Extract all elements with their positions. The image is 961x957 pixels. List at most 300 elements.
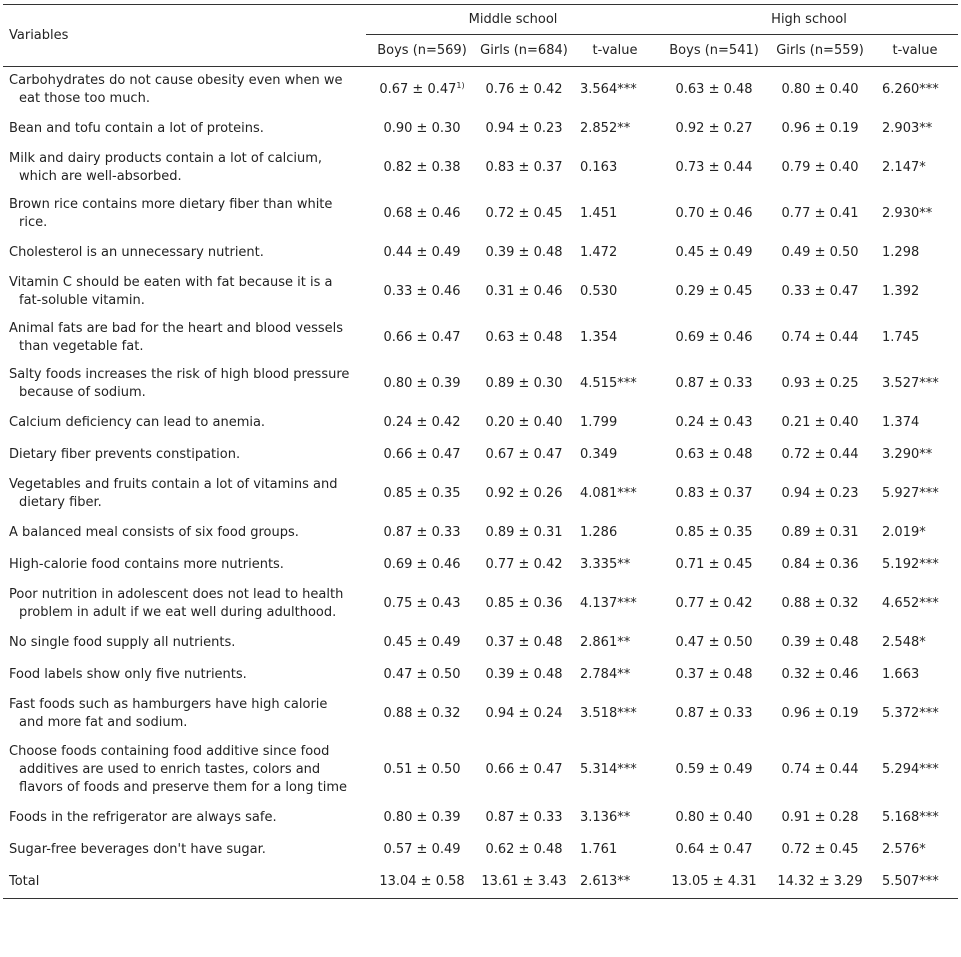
t-value-cell (872, 549, 958, 581)
mean-sd-cell (660, 237, 768, 269)
mean-sd-cell (366, 659, 478, 691)
cell-value: 0.77 ± 0.42 (485, 557, 563, 572)
mean-sd-cell (768, 67, 872, 114)
cell-value: 0.39 ± 0.48 (485, 667, 563, 682)
cell-value: 0.47 ± 0.50 (383, 667, 461, 682)
row-label (3, 834, 366, 866)
row-label (3, 737, 366, 802)
t-value-cell (570, 581, 660, 627)
cell-value: 0.69 ± 0.46 (383, 557, 461, 572)
cell-value: 2.861** (580, 635, 631, 650)
table-row (3, 315, 958, 361)
mean-sd-cell (660, 834, 768, 866)
mean-sd-cell (768, 145, 872, 191)
mean-sd-cell (478, 802, 570, 834)
mean-sd-cell (478, 581, 570, 627)
cell-value: 0.80 ± 0.39 (383, 810, 461, 825)
row-label-line: because of sodium. (19, 385, 146, 400)
cell-value: 0.71 ± 0.45 (675, 557, 753, 572)
cell-value: 2.576* (882, 842, 926, 857)
mean-sd-cell (366, 517, 478, 549)
t-value-cell (872, 737, 958, 802)
mean-sd-cell (660, 439, 768, 471)
mean-sd-cell (366, 113, 478, 145)
cell-value: 0.84 ± 0.36 (781, 557, 859, 572)
row-label (3, 517, 366, 549)
cell-value: 4.081*** (580, 486, 637, 501)
row-label (3, 691, 366, 737)
row-label (3, 866, 366, 899)
mean-sd-cell (768, 407, 872, 439)
mean-sd-cell (768, 737, 872, 802)
table-row (3, 581, 958, 627)
mean-sd-cell (660, 549, 768, 581)
mean-sd-cell (660, 659, 768, 691)
mean-sd-cell (478, 191, 570, 237)
mean-sd-cell (366, 407, 478, 439)
mean-sd-cell (768, 517, 872, 549)
row-label (3, 471, 366, 517)
row-label (3, 627, 366, 659)
cell-value: 0.57 ± 0.49 (383, 842, 461, 857)
cell-value: 0.59 ± 0.49 (675, 761, 753, 777)
t-value-cell (872, 581, 958, 627)
mean-sd-cell (366, 439, 478, 471)
cell-value: 3.136** (580, 810, 631, 825)
mean-sd-cell (768, 802, 872, 834)
mean-sd-cell (660, 471, 768, 517)
mean-sd-cell (366, 802, 478, 834)
t-value-cell (570, 315, 660, 361)
mean-sd-cell (366, 269, 478, 315)
cell-value: 0.90 ± 0.30 (383, 121, 461, 136)
table-row (3, 549, 958, 581)
row-label-line: dietary fiber. (19, 495, 102, 510)
cell-value: 5.314*** (580, 761, 637, 777)
mean-sd-cell (660, 269, 768, 315)
cell-value: 0.49 ± 0.50 (781, 245, 859, 260)
cell-value: 0.72 ± 0.44 (781, 447, 859, 462)
mean-sd-cell (478, 866, 570, 899)
row-label-line: than vegetable fat. (19, 339, 144, 354)
table-row (3, 627, 958, 659)
row-label-line: Carbohydrates do not cause obesity even when we (9, 73, 343, 88)
cell-value: 0.74 ± 0.44 (781, 761, 859, 777)
t-value-cell (872, 145, 958, 191)
row-label-line: additives are used to enrich tastes, colors and (19, 761, 321, 777)
t-value-cell (872, 802, 958, 834)
table-row (3, 113, 958, 145)
t-value-cell (872, 517, 958, 549)
row-label (3, 67, 366, 114)
column-header: Boys (n=541) (660, 35, 768, 67)
table-row (3, 145, 958, 191)
table-row (3, 191, 958, 237)
row-label-line: A balanced meal consists of six food groups. (9, 525, 299, 540)
table-row (3, 737, 958, 802)
mean-sd-cell (768, 834, 872, 866)
table-row (3, 802, 958, 834)
mean-sd-cell (366, 691, 478, 737)
cell-value: 0.29 ± 0.45 (675, 284, 753, 299)
cell-value: 4.515*** (580, 376, 637, 391)
column-header: Boys (n=569) (366, 35, 478, 67)
cell-value: 0.77 ± 0.42 (675, 596, 753, 611)
cell-value: 13.04 ± 0.58 (379, 874, 465, 889)
cell-value: 0.85 ± 0.36 (485, 596, 563, 611)
cell-value: 0.80 ± 0.40 (675, 810, 753, 825)
t-value-cell (570, 113, 660, 145)
t-value-cell (570, 802, 660, 834)
cell-value: 0.82 ± 0.38 (383, 160, 461, 175)
mean-sd-cell (366, 191, 478, 237)
cell-value: 0.21 ± 0.40 (781, 415, 859, 430)
cell-value: 0.530 (580, 284, 618, 299)
cell-value: 0.33 ± 0.46 (383, 284, 461, 299)
row-label (3, 439, 366, 471)
mean-sd-cell (768, 866, 872, 899)
row-label-line: Vitamin C should be eaten with fat because it is a (9, 275, 333, 290)
mean-sd-cell (478, 737, 570, 802)
row-label-line: and more fat and sodium. (19, 715, 188, 730)
mean-sd-cell (478, 361, 570, 407)
cell-value: 0.44 ± 0.49 (383, 245, 461, 260)
cell-value: 0.20 ± 0.40 (485, 415, 563, 430)
cell-value: 5.927*** (882, 486, 939, 501)
mean-sd-cell (478, 237, 570, 269)
cell-value: 0.70 ± 0.46 (675, 206, 753, 221)
cell-value: 0.89 ± 0.30 (485, 376, 563, 391)
row-label-line: Poor nutrition in adolescent does not lead to health (9, 587, 344, 602)
mean-sd-cell (660, 113, 768, 145)
cell-value: 0.63 ± 0.48 (675, 82, 753, 97)
cell-value: 6.260*** (882, 82, 939, 97)
cell-value: 0.45 ± 0.49 (383, 635, 461, 650)
row-label-line: Salty foods increases the risk of high blood pressure (9, 367, 350, 382)
t-value-cell (872, 237, 958, 269)
cell-value: 0.63 ± 0.48 (485, 330, 563, 345)
cell-value: 5.294*** (882, 761, 939, 777)
mean-sd-cell (478, 517, 570, 549)
table-row (3, 269, 958, 315)
cell-value: 0.75 ± 0.43 (383, 596, 461, 611)
mean-sd-cell (660, 191, 768, 237)
cell-value: 0.83 ± 0.37 (485, 160, 563, 175)
t-value-cell (570, 67, 660, 114)
cell-value: 3.564*** (580, 82, 637, 97)
mean-sd-cell (768, 627, 872, 659)
row-label-line: Choose foods containing food additive since food (9, 743, 330, 759)
t-value-cell (570, 439, 660, 471)
cell-value: 0.66 ± 0.47 (383, 447, 461, 462)
t-value-cell (570, 691, 660, 737)
row-label-line: Food labels show only five nutrients. (9, 667, 247, 682)
t-value-cell (872, 834, 958, 866)
mean-sd-cell (366, 315, 478, 361)
row-label-line: eat those too much. (19, 91, 150, 106)
cell-value: 0.39 ± 0.48 (485, 245, 563, 260)
cell-value: 0.74 ± 0.44 (781, 330, 859, 345)
t-value-cell (872, 691, 958, 737)
cell-value: 0.80 ± 0.40 (781, 82, 859, 97)
cell-value: 5.372*** (882, 706, 939, 721)
cell-value: 0.349 (580, 447, 618, 462)
table-row (3, 439, 958, 471)
cell-value: 2.784** (580, 667, 631, 682)
cell-value: 0.33 ± 0.47 (781, 284, 859, 299)
mean-sd-cell (768, 549, 872, 581)
cell-value: 0.85 ± 0.35 (675, 525, 753, 540)
column-header: t-value (570, 35, 660, 67)
mean-sd-cell (660, 866, 768, 899)
cell-value: 0.87 ± 0.33 (675, 376, 753, 391)
cell-value: 0.39 ± 0.48 (781, 635, 859, 650)
table-row (3, 866, 958, 899)
t-value-cell (570, 737, 660, 802)
row-label-line: which are well-absorbed. (19, 169, 182, 184)
cell-value: 0.72 ± 0.45 (485, 206, 563, 221)
column-header: t-value (872, 35, 958, 67)
table-row (3, 834, 958, 866)
cell-value: 5.507*** (882, 874, 939, 889)
row-label-line: Dietary fiber prevents constipation. (9, 447, 241, 462)
mean-sd-cell (478, 549, 570, 581)
cell-value: 0.62 ± 0.48 (485, 842, 563, 857)
t-value-cell (872, 659, 958, 691)
t-value-cell (872, 627, 958, 659)
mean-sd-cell (660, 581, 768, 627)
cell-value: 3.518*** (580, 706, 637, 721)
cell-value: 2.930** (882, 206, 933, 221)
cell-value: 0.68 ± 0.46 (383, 206, 461, 221)
mean-sd-cell (478, 407, 570, 439)
cell-value: 0.67 ± 0.47 (379, 82, 457, 97)
cell-value: 1.286 (580, 525, 618, 540)
row-label-line: No single food supply all nutrients. (9, 635, 236, 650)
mean-sd-cell (768, 471, 872, 517)
cell-value: 0.87 ± 0.33 (383, 525, 461, 540)
t-value-cell (872, 315, 958, 361)
t-value-cell (872, 269, 958, 315)
knowledge-table (3, 4, 958, 899)
cell-value: 0.31 ± 0.46 (485, 284, 563, 299)
cell-value: 0.24 ± 0.43 (675, 415, 753, 430)
cell-value: 0.32 ± 0.46 (781, 667, 859, 682)
mean-sd-cell (768, 237, 872, 269)
mean-sd-cell (768, 315, 872, 361)
t-value-cell (570, 834, 660, 866)
mean-sd-cell (478, 471, 570, 517)
mean-sd-cell (660, 361, 768, 407)
row-label (3, 145, 366, 191)
row-label-line: Bean and tofu contain a lot of proteins. (9, 121, 264, 136)
cell-value: 0.37 ± 0.48 (485, 635, 563, 650)
cell-value: 0.88 ± 0.32 (383, 706, 461, 721)
cell-value: 1.663 (882, 667, 920, 682)
cell-value: 0.76 ± 0.42 (485, 82, 563, 97)
cell-value: 1.799 (580, 415, 618, 430)
mean-sd-cell (366, 737, 478, 802)
mean-sd-cell (366, 581, 478, 627)
t-value-cell (872, 361, 958, 407)
cell-value: 13.05 ± 4.31 (671, 874, 757, 889)
mean-sd-cell (478, 834, 570, 866)
cell-value: 0.94 ± 0.23 (781, 486, 859, 501)
cell-value: 2.613** (580, 874, 631, 889)
cell-value: 1.761 (580, 842, 618, 857)
t-value-cell (872, 866, 958, 899)
row-label-line: problem in adult if we eat well during adulthood. (19, 605, 337, 620)
mean-sd-cell (366, 834, 478, 866)
mean-sd-cell (478, 627, 570, 659)
table-row (3, 407, 958, 439)
mean-sd-cell (768, 691, 872, 737)
cell-value: 0.96 ± 0.19 (781, 121, 859, 136)
table-body (3, 67, 958, 899)
t-value-cell (570, 361, 660, 407)
cell-value: 0.79 ± 0.40 (781, 160, 859, 175)
cell-value: 0.67 ± 0.47 (485, 447, 563, 462)
cell-value: 0.45 ± 0.49 (675, 245, 753, 260)
cell-value: 2.903** (882, 121, 933, 136)
cell-value: 0.87 ± 0.33 (675, 706, 753, 721)
t-value-cell (872, 407, 958, 439)
t-value-cell (872, 67, 958, 114)
t-value-cell (872, 113, 958, 145)
cell-value: 0.85 ± 0.35 (383, 486, 461, 501)
cell-value: 2.548* (882, 635, 926, 650)
cell-value: 1.392 (882, 284, 920, 299)
column-header: Girls (n=684) (478, 35, 570, 67)
table-row (3, 517, 958, 549)
mean-sd-cell (768, 269, 872, 315)
t-value-cell (570, 407, 660, 439)
t-value-cell (570, 549, 660, 581)
t-value-cell (872, 439, 958, 471)
row-label (3, 802, 366, 834)
cell-value: 0.66 ± 0.47 (383, 330, 461, 345)
t-value-cell (570, 145, 660, 191)
mean-sd-cell (768, 659, 872, 691)
cell-value: 0.51 ± 0.50 (383, 761, 461, 777)
t-value-cell (570, 269, 660, 315)
cell-value: 3.290** (882, 447, 933, 462)
mean-sd-cell (366, 627, 478, 659)
t-value-cell (570, 866, 660, 899)
row-label-line: flavors of foods and preserve them for a long time (19, 779, 347, 795)
cell-value: 0.88 ± 0.32 (781, 596, 859, 611)
cell-value: 1.374 (882, 415, 920, 430)
t-value-cell (570, 191, 660, 237)
t-value-cell (570, 627, 660, 659)
cell-value: 4.652*** (882, 596, 939, 611)
mean-sd-cell (478, 315, 570, 361)
cell-value: 1.472 (580, 245, 618, 260)
row-label-line: Fast foods such as hamburgers have high calorie (9, 697, 328, 712)
mean-sd-cell (660, 802, 768, 834)
mean-sd-cell (660, 691, 768, 737)
cell-value: 0.93 ± 0.25 (781, 376, 859, 391)
high-school-header: High school (660, 5, 958, 35)
t-value-cell (570, 517, 660, 549)
cell-value: 0.77 ± 0.41 (781, 206, 859, 221)
cell-value: 0.92 ± 0.26 (485, 486, 563, 501)
mean-sd-cell (478, 659, 570, 691)
mean-sd-cell (478, 269, 570, 315)
cell-value: 0.94 ± 0.24 (485, 706, 563, 721)
row-label-line: Sugar-free beverages don't have sugar. (9, 842, 266, 857)
cell-value: 2.147* (882, 160, 926, 175)
cell-value: 14.32 ± 3.29 (777, 874, 863, 889)
cell-value: 3.527*** (882, 376, 939, 391)
cell-value: 0.94 ± 0.23 (485, 121, 563, 136)
mean-sd-cell (768, 113, 872, 145)
cell-value: 1.298 (882, 245, 920, 260)
cell-value: 0.96 ± 0.19 (781, 706, 859, 721)
middle-school-header: Middle school (366, 5, 660, 35)
mean-sd-cell (660, 145, 768, 191)
mean-sd-cell (660, 737, 768, 802)
cell-value: 1.354 (580, 330, 618, 345)
cell-value: 0.92 ± 0.27 (675, 121, 753, 136)
row-label (3, 237, 366, 269)
cell-value: 0.69 ± 0.46 (675, 330, 753, 345)
mean-sd-cell (366, 866, 478, 899)
mean-sd-cell (768, 439, 872, 471)
cell-value: 5.168*** (882, 810, 939, 825)
row-label-line: Brown rice contains more dietary fiber than white (9, 197, 333, 212)
mean-sd-cell (366, 145, 478, 191)
cell-value: 4.137*** (580, 596, 637, 611)
table-row (3, 237, 958, 269)
column-header: Girls (n=559) (768, 35, 872, 67)
mean-sd-cell (478, 691, 570, 737)
t-value-cell (872, 191, 958, 237)
row-label (3, 581, 366, 627)
t-value-cell (570, 237, 660, 269)
mean-sd-cell (660, 407, 768, 439)
row-label-line: High-calorie food contains more nutrients. (9, 557, 284, 572)
row-label-line: Animal fats are bad for the heart and blood vessels (9, 321, 344, 336)
row-label-line: Calcium deficiency can lead to anemia. (9, 415, 266, 430)
mean-sd-cell (366, 67, 478, 114)
cell-value: 0.87 ± 0.33 (485, 810, 563, 825)
mean-sd-cell (366, 237, 478, 269)
cell-value: 0.37 ± 0.48 (675, 667, 753, 682)
cell-value: 0.91 ± 0.28 (781, 810, 859, 825)
mean-sd-cell (768, 581, 872, 627)
cell-value: 0.73 ± 0.44 (675, 160, 753, 175)
cell-value: 0.80 ± 0.39 (383, 376, 461, 391)
cell-value: 1.745 (882, 330, 920, 345)
variables-header: Variables (3, 5, 366, 67)
cell-value: 0.24 ± 0.42 (383, 415, 461, 430)
table-row (3, 361, 958, 407)
row-label-line: rice. (19, 215, 48, 230)
cell-value: 0.47 ± 0.50 (675, 635, 753, 650)
table-row (3, 67, 958, 114)
mean-sd-cell (660, 67, 768, 114)
table-row (3, 659, 958, 691)
cell-value: 0.63 ± 0.48 (675, 447, 753, 462)
row-label (3, 191, 366, 237)
table-row (3, 691, 958, 737)
row-label-line: fat-soluble vitamin. (19, 293, 145, 308)
row-label (3, 315, 366, 361)
cell-value: 0.89 ± 0.31 (485, 525, 563, 540)
mean-sd-cell (478, 113, 570, 145)
mean-sd-cell (660, 517, 768, 549)
